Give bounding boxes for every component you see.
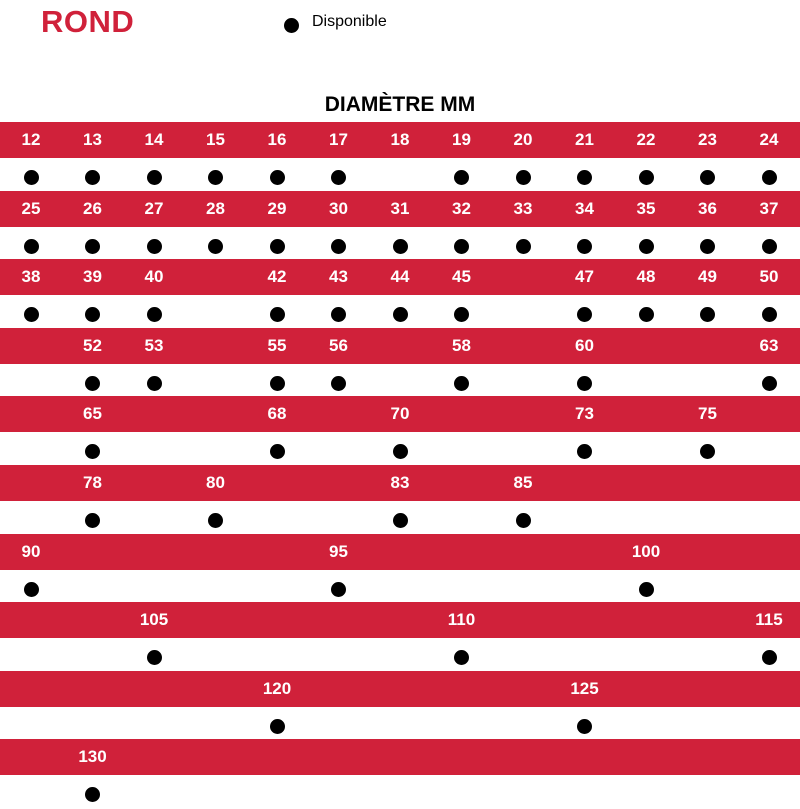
- size-label: 53: [144, 335, 164, 355]
- available-dot-icon: [700, 170, 715, 185]
- available-dot-icon: [393, 513, 408, 528]
- available-dot-icon: [639, 239, 654, 254]
- available-dot-icon: [208, 170, 223, 185]
- size-label: 73: [575, 404, 594, 424]
- row-band: [0, 602, 800, 638]
- size-label: 43: [329, 267, 348, 287]
- size-label: 24: [759, 130, 779, 149]
- available-dot-icon: [454, 307, 469, 322]
- size-label: 17: [329, 130, 348, 149]
- size-label: 28: [206, 198, 225, 218]
- available-dot-icon: [270, 170, 285, 185]
- size-label: 18: [390, 130, 410, 149]
- size-label: 13: [83, 130, 102, 149]
- available-dot-icon: [270, 719, 285, 734]
- available-dot-icon: [393, 239, 408, 254]
- available-dot-icon: [516, 513, 531, 528]
- available-dot-icon: [24, 239, 39, 254]
- page-title: ROND: [41, 4, 135, 39]
- available-dot-icon: [700, 307, 715, 322]
- available-dot-icon: [147, 376, 162, 391]
- size-label: 65: [83, 404, 102, 424]
- size-label: 15: [206, 130, 225, 149]
- size-label: 37: [759, 198, 779, 218]
- size-label: 63: [759, 335, 779, 355]
- available-dot-icon: [639, 170, 654, 185]
- table-heading: DIAMÈTRE MM: [324, 93, 476, 116]
- size-label: 38: [21, 267, 41, 287]
- available-dot-icon: [147, 239, 162, 254]
- available-dot-icon: [454, 239, 469, 254]
- available-dot-icon: [762, 307, 777, 322]
- available-dot-icon: [577, 170, 592, 185]
- available-dot-icon: [85, 307, 100, 322]
- available-dot-icon: [147, 170, 162, 185]
- size-label: 110: [447, 610, 476, 630]
- size-label: 25: [21, 198, 41, 218]
- size-label: 19: [452, 130, 471, 149]
- size-label: 32: [452, 198, 471, 218]
- size-label: 90: [21, 541, 41, 561]
- available-dot-icon: [147, 307, 162, 322]
- available-dot-icon: [85, 239, 100, 254]
- size-label: 35: [636, 198, 656, 218]
- size-label: 130: [78, 747, 107, 767]
- available-dot-icon: [331, 307, 346, 322]
- size-label: 49: [698, 267, 717, 287]
- available-dot-icon: [393, 444, 408, 459]
- size-label: 20: [513, 130, 533, 149]
- available-dot-icon: [454, 170, 469, 185]
- available-dot-icon: [762, 239, 777, 254]
- available-dot-icon: [331, 582, 346, 597]
- available-dot-icon: [85, 513, 100, 528]
- available-dot-icon: [700, 239, 715, 254]
- size-label: 42: [267, 267, 287, 287]
- size-label: 34: [575, 198, 594, 218]
- available-dot-icon: [24, 170, 39, 185]
- available-dot-icon: [331, 239, 346, 254]
- available-dot-icon: [762, 170, 777, 185]
- available-dot-icon: [700, 444, 715, 459]
- size-label: 125: [570, 678, 599, 698]
- size-label: 56: [329, 335, 348, 355]
- size-label: 95: [329, 541, 348, 561]
- size-label: 16: [267, 130, 287, 149]
- available-dot-icon: [270, 239, 285, 254]
- size-label: 50: [759, 267, 779, 287]
- size-label: 39: [83, 267, 102, 287]
- available-dot-icon: [147, 650, 162, 665]
- size-label: 58: [452, 335, 471, 355]
- available-dot-icon: [331, 170, 346, 185]
- size-18-underline: [369, 155, 430, 157]
- available-dot-icon: [85, 444, 100, 459]
- size-label: 78: [83, 473, 102, 492]
- available-dot-icon: [454, 376, 469, 391]
- available-dot-icon: [516, 170, 531, 185]
- size-label: 52: [83, 335, 102, 355]
- row-band: [0, 671, 800, 707]
- available-dot-icon: [331, 376, 346, 391]
- available-dot-icon: [516, 239, 531, 254]
- size-label: 40: [144, 267, 164, 287]
- available-dot-icon: [577, 719, 592, 734]
- available-dot-icon: [270, 444, 285, 459]
- size-label: 27: [144, 198, 164, 218]
- size-label: 12: [21, 130, 41, 149]
- available-dot-icon: [24, 307, 39, 322]
- available-dot-icon: [208, 239, 223, 254]
- available-dot-icon: [85, 376, 100, 391]
- size-label: 48: [636, 267, 656, 287]
- available-dot-icon: [208, 513, 223, 528]
- size-label: 36: [698, 198, 717, 218]
- size-label: 23: [698, 130, 717, 149]
- available-dot-icon: [85, 170, 100, 185]
- size-label: 85: [513, 473, 533, 492]
- available-dot-icon: [577, 376, 592, 391]
- size-label: 80: [206, 473, 225, 492]
- size-label: 105: [139, 610, 169, 630]
- available-dot-icon: [454, 650, 469, 665]
- available-dot-icon: [270, 307, 285, 322]
- size-label: 45: [452, 267, 471, 287]
- available-dot-icon: [24, 582, 39, 597]
- size-label: 75: [698, 404, 717, 424]
- available-dot-icon: [270, 376, 285, 391]
- size-label: 22: [636, 130, 656, 149]
- available-dot-icon: [762, 376, 777, 391]
- size-label: 70: [390, 404, 410, 424]
- legend-label: Disponible: [312, 13, 387, 30]
- size-label: 31: [390, 198, 410, 218]
- size-label: 14: [144, 130, 164, 149]
- size-label: 33: [513, 198, 533, 218]
- size-label: 30: [329, 198, 348, 218]
- available-dot-icon: [762, 650, 777, 665]
- black-dot-icon: [284, 18, 299, 33]
- size-label: 47: [575, 267, 594, 287]
- size-label: 21: [575, 130, 594, 149]
- size-label: 60: [575, 335, 594, 355]
- available-dot-icon: [577, 307, 592, 322]
- size-label: 100: [631, 541, 661, 561]
- size-label: 83: [390, 473, 410, 492]
- size-label: 68: [267, 404, 287, 424]
- size-label: 26: [83, 198, 102, 218]
- available-dot-icon: [639, 582, 654, 597]
- size-label: 29: [267, 198, 287, 218]
- size-label: 55: [267, 335, 287, 355]
- available-dot-icon: [393, 307, 408, 322]
- available-dot-icon: [577, 444, 592, 459]
- available-dot-icon: [85, 787, 100, 802]
- available-dot-icon: [577, 239, 592, 254]
- size-label: 115: [755, 610, 783, 630]
- available-dot-icon: [639, 307, 654, 322]
- size-label: 44: [390, 267, 410, 287]
- size-label: 120: [262, 678, 292, 698]
- row-band: [0, 534, 800, 570]
